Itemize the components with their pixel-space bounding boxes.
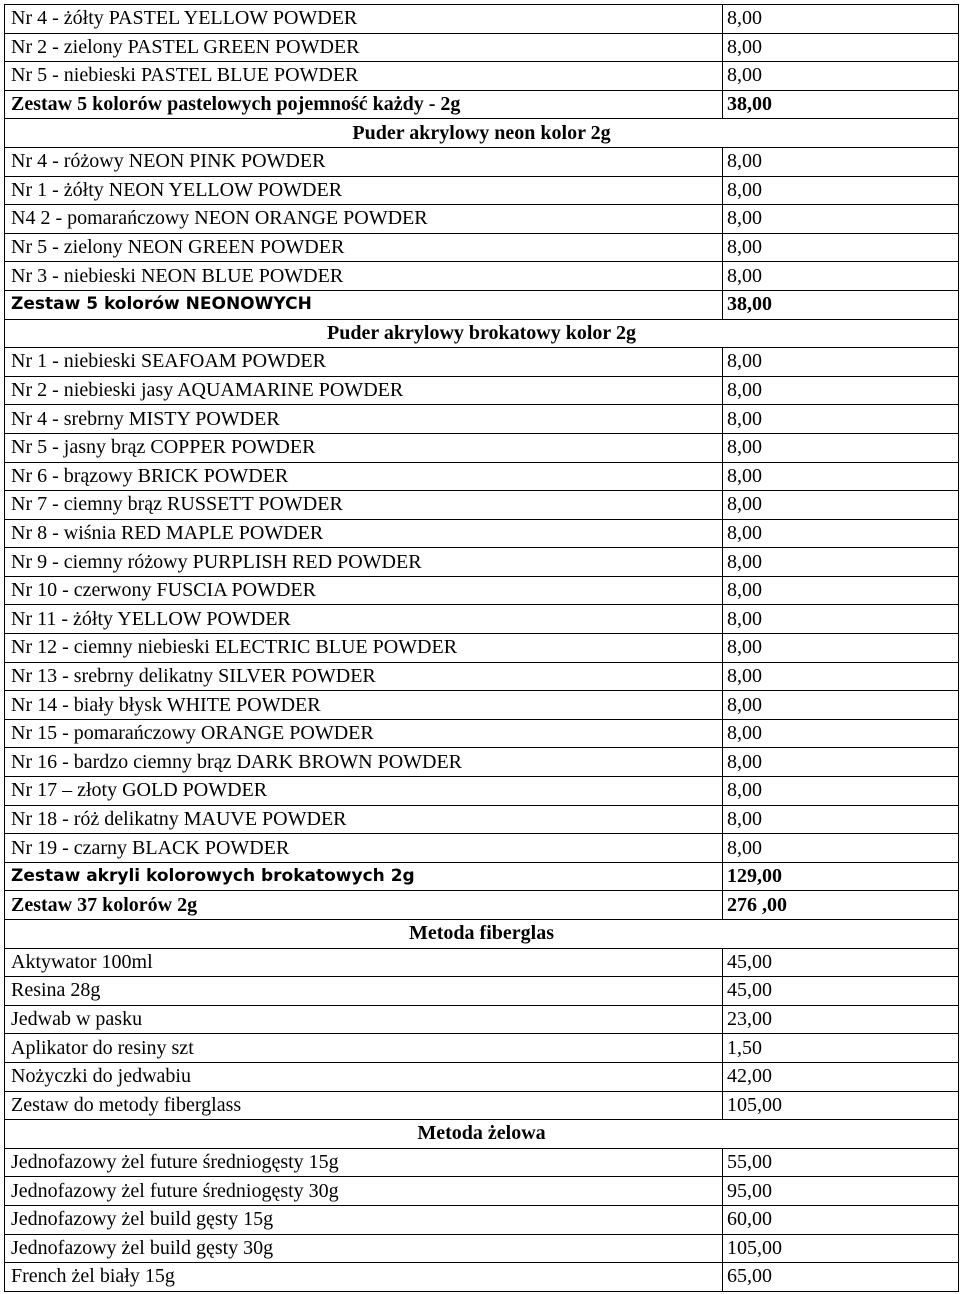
- product-row: [5, 1177, 959, 1206]
- product-price: 95,00: [723, 1177, 959, 1206]
- product-row: [5, 376, 959, 405]
- product-price: 42,00: [723, 1062, 959, 1091]
- product-price: 55,00: [723, 1148, 959, 1177]
- product-row: [5, 834, 959, 863]
- product-price: 8,00: [723, 433, 959, 462]
- product-name: Nr 4 - różowy NEON PINK POWDER: [5, 147, 723, 176]
- product-name: Zestaw 5 kolorów pastelowych pojemność każdy - 2g: [5, 90, 723, 119]
- product-name: Zestaw akryli kolorowych brokatowych 2g: [5, 862, 723, 891]
- product-name: Nr 15 - pomarańczowy ORANGE POWDER: [5, 719, 723, 748]
- product-price: 8,00: [723, 777, 959, 806]
- product-row: [5, 33, 959, 62]
- product-price: 8,00: [723, 519, 959, 548]
- product-price: 105,00: [723, 1234, 959, 1263]
- product-name: Nr 5 - zielony NEON GREEN POWDER: [5, 233, 723, 262]
- product-row: [5, 948, 959, 977]
- product-row: [5, 691, 959, 720]
- product-price: 276 ,00: [723, 891, 959, 920]
- product-name: Zestaw 37 kolorów 2g: [5, 891, 723, 920]
- product-price: 8,00: [723, 805, 959, 834]
- product-name: Nr 3 - niebieski NEON BLUE POWDER: [5, 262, 723, 291]
- product-name: Jednofazowy żel build gęsty 15g: [5, 1205, 723, 1234]
- product-row: [5, 147, 959, 176]
- product-price: 8,00: [723, 605, 959, 634]
- section-header: Puder akrylowy brokatowy kolor 2g: [5, 319, 959, 348]
- section-header: Metoda żelowa: [5, 1120, 959, 1149]
- product-name: Nr 7 - ciemny brąz RUSSETT POWDER: [5, 491, 723, 520]
- product-price: 105,00: [723, 1091, 959, 1120]
- product-row: [5, 1005, 959, 1034]
- product-row: [5, 1263, 959, 1292]
- section-header: Puder akrylowy neon kolor 2g: [5, 119, 959, 148]
- product-row: [5, 1034, 959, 1063]
- product-price: 8,00: [723, 62, 959, 91]
- product-row: [5, 1091, 959, 1120]
- product-name: Nr 17 – złoty GOLD POWDER: [5, 777, 723, 806]
- product-row: [5, 1234, 959, 1263]
- product-price: 129,00: [723, 862, 959, 891]
- product-price: 8,00: [723, 691, 959, 720]
- product-row: [5, 548, 959, 577]
- product-row: [5, 662, 959, 691]
- section-header-row: [5, 1120, 959, 1149]
- product-name: Aktywator 100ml: [5, 948, 723, 977]
- product-row: [5, 605, 959, 634]
- product-name: Nr 14 - biały błysk WHITE POWDER: [5, 691, 723, 720]
- product-price: 8,00: [723, 576, 959, 605]
- product-row: [5, 262, 959, 291]
- product-row: [5, 977, 959, 1006]
- product-price: 8,00: [723, 147, 959, 176]
- product-row: [5, 176, 959, 205]
- product-price: 65,00: [723, 1263, 959, 1292]
- product-price: 38,00: [723, 90, 959, 119]
- product-row: [5, 576, 959, 605]
- section-header-row: [5, 319, 959, 348]
- product-name: N4 2 - pomarańczowy NEON ORANGE POWDER: [5, 205, 723, 234]
- product-name: Nr 1 - żółty NEON YELLOW POWDER: [5, 176, 723, 205]
- product-price: 8,00: [723, 662, 959, 691]
- product-row: [5, 405, 959, 434]
- price-list-table: [4, 4, 959, 1292]
- product-price: 23,00: [723, 1005, 959, 1034]
- product-name: Nr 4 - srebrny MISTY POWDER: [5, 405, 723, 434]
- set-row: [5, 290, 959, 319]
- section-header: Metoda fiberglas: [5, 920, 959, 949]
- product-row: [5, 1062, 959, 1091]
- product-name: Nr 5 - niebieski PASTEL BLUE POWDER: [5, 62, 723, 91]
- product-name: Nr 4 - żółty PASTEL YELLOW POWDER: [5, 5, 723, 34]
- product-price: 8,00: [723, 176, 959, 205]
- product-row: [5, 634, 959, 663]
- product-row: [5, 719, 959, 748]
- product-name: Zestaw 5 kolorów NEONOWYCH: [5, 290, 723, 319]
- product-row: [5, 491, 959, 520]
- price-list-body: [5, 5, 959, 1292]
- product-price: 1,50: [723, 1034, 959, 1063]
- product-row: [5, 519, 959, 548]
- product-name: Nr 11 - żółty YELLOW POWDER: [5, 605, 723, 634]
- product-price: 8,00: [723, 33, 959, 62]
- section-header-row: [5, 920, 959, 949]
- product-name: Resina 28g: [5, 977, 723, 1006]
- product-name: Nr 18 - róż delikatny MAUVE POWDER: [5, 805, 723, 834]
- product-row: [5, 748, 959, 777]
- product-name: Jednofazowy żel future średniogęsty 15g: [5, 1148, 723, 1177]
- product-name: Nr 19 - czarny BLACK POWDER: [5, 834, 723, 863]
- section-header-row: [5, 119, 959, 148]
- product-row: [5, 62, 959, 91]
- product-name: Nr 10 - czerwony FUSCIA POWDER: [5, 576, 723, 605]
- product-price: 8,00: [723, 5, 959, 34]
- product-price: 60,00: [723, 1205, 959, 1234]
- product-price: 8,00: [723, 462, 959, 491]
- product-price: 8,00: [723, 205, 959, 234]
- set-row: [5, 90, 959, 119]
- product-name: Nr 16 - bardzo ciemny brąz DARK BROWN POWDER: [5, 748, 723, 777]
- product-price: 8,00: [723, 719, 959, 748]
- set-row: [5, 862, 959, 891]
- product-name: Nr 12 - ciemny niebieski ELECTRIC BLUE POWDER: [5, 634, 723, 663]
- product-row: [5, 805, 959, 834]
- product-name: Nr 13 - srebrny delikatny SILVER POWDER: [5, 662, 723, 691]
- product-row: [5, 462, 959, 491]
- product-name: Nożyczki do jedwabiu: [5, 1062, 723, 1091]
- product-name: Nr 9 - ciemny różowy PURPLISH RED POWDER: [5, 548, 723, 577]
- product-row: [5, 205, 959, 234]
- product-row: [5, 348, 959, 377]
- product-price: 8,00: [723, 233, 959, 262]
- product-price: 45,00: [723, 948, 959, 977]
- product-price: 8,00: [723, 405, 959, 434]
- product-name: Aplikator do resiny szt: [5, 1034, 723, 1063]
- product-row: [5, 233, 959, 262]
- product-name: Jednofazowy żel future średniogęsty 30g: [5, 1177, 723, 1206]
- product-price: 8,00: [723, 834, 959, 863]
- product-name: Nr 6 - brązowy BRICK POWDER: [5, 462, 723, 491]
- product-name: Zestaw do metody fiberglass: [5, 1091, 723, 1120]
- product-name: French żel biały 15g: [5, 1263, 723, 1292]
- product-row: [5, 777, 959, 806]
- product-price: 45,00: [723, 977, 959, 1006]
- product-price: 8,00: [723, 748, 959, 777]
- product-price: 8,00: [723, 376, 959, 405]
- product-name: Nr 2 - zielony PASTEL GREEN POWDER: [5, 33, 723, 62]
- product-name: Jednofazowy żel build gęsty 30g: [5, 1234, 723, 1263]
- product-price: 8,00: [723, 262, 959, 291]
- product-name: Jedwab w pasku: [5, 1005, 723, 1034]
- product-name: Nr 1 - niebieski SEAFOAM POWDER: [5, 348, 723, 377]
- product-name: Nr 2 - niebieski jasy AQUAMARINE POWDER: [5, 376, 723, 405]
- product-row: [5, 433, 959, 462]
- product-price: 8,00: [723, 491, 959, 520]
- set-row: [5, 891, 959, 920]
- product-row: [5, 1205, 959, 1234]
- product-price: 38,00: [723, 290, 959, 319]
- product-price: 8,00: [723, 348, 959, 377]
- product-price: 8,00: [723, 634, 959, 663]
- product-name: Nr 5 - jasny brąz COPPER POWDER: [5, 433, 723, 462]
- product-price: 8,00: [723, 548, 959, 577]
- product-row: [5, 5, 959, 34]
- product-row: [5, 1148, 959, 1177]
- product-name: Nr 8 - wiśnia RED MAPLE POWDER: [5, 519, 723, 548]
